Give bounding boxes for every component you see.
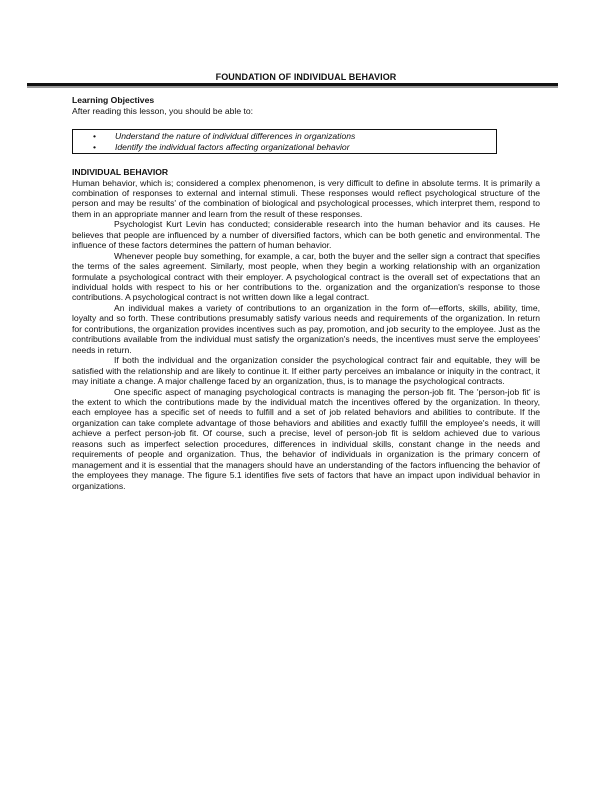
- bullet-icon: •: [93, 131, 97, 141]
- paragraph: An individual makes a variety of contributions to an organization in the form of—efforts, skills, ability, time, loyalty and so forth. These contributions presumably satisfy various needs and requirements of the organization. In return for contributions, the organization provides incentives such as pay, promotion, and job security to the employee. Just as the contributions available from the individual must satisfy the organization's needs, the incentives must serve the employees' needs in return.: [72, 302, 540, 355]
- section-body: [72, 178, 540, 492]
- objectives-list: [73, 130, 496, 152]
- paragraph: Psychologist Kurt Levin has conducted; considerable research into the human behavior and its causes. He believes that people are influenced by a number of diversified factors, which can be both genetic and environmental. The influence of these factors determines the pattern of human behavior.: [72, 219, 540, 251]
- objective-text: Understand the nature of individual differences in organizations: [115, 131, 356, 141]
- bullet-icon: •: [93, 141, 97, 152]
- title-divider-shadow: [27, 86, 558, 88]
- paragraph: One specific aspect of managing psychological contracts is managing the person-job fit. The 'person-job fit' is the extent to which the contributions made by the individual match the incentives offered by the organization. In theory, each employee has a specific set of needs to fulfill and a set of job related behaviors and abilities to contribute. If the organization can take complete advantage of those behaviors and abilities and exactly fulfill the employee's needs, it will achieve a perfect person-job fit. Of course, such a precise, level of person-job fit is seldom achieved due to various reasons such as imperfect selection procedures, differences in individual skills, constant change in the needs and requirements of people and organization. Thus, the behavior of individuals in organization is the primary concern of management and it is essential that the managers should have an understanding of the factors influencing the behavior of the employees they manage. The figure 5.1 identifies five sets of factors that have an impact upon individual behavior in organizations.: [72, 386, 540, 491]
- learning-objectives-intro: After reading this lesson, you should be able to:: [72, 106, 254, 116]
- learning-objectives-heading: Learning Objectives: [72, 95, 155, 105]
- objective-item: [73, 142, 496, 153]
- objective-item: [73, 131, 496, 142]
- paragraph: If both the individual and the organization consider the psychological contract fair and equitable, they will be satisfied with the relationship and are likely to continue it. If either party perceives an imbalance or iniquity in the contract, it may initiate a change. A major challenge faced by an organization, thus, is to manage the psychological contracts.: [72, 355, 540, 387]
- paragraph: Human behavior, which is; considered a complex phenomenon, is very difficult to define in absolute terms. It is primarily a combination of responses to external and internal stimuli. These responses would reflect psychological structure of the person and may be results' of the combination of biological and psychological processes, which interpret them, respond to them in an appropriate manner and learn from the result of these responses.: [72, 177, 540, 219]
- paragraph: Whenever people buy something, for example, a car, both the buyer and the seller sign a contract that specifies the terms of the sales agreement. Similarly, most people, when they begin a working relationship with an organization formulate a psychological contract with their employer. A psychological contract is the overall set of expectations that an individual holds with respect to his or her contributions to the. organization and the organization's response to those contributions. A psychological contract is not written down like a legal contract.: [72, 250, 540, 303]
- objectives-box: [72, 129, 497, 154]
- page-title: FOUNDATION OF INDIVIDUAL BEHAVIOR: [215, 72, 397, 82]
- objective-text: Identify the individual factors affecting organizational behavior: [115, 141, 350, 152]
- section-heading: INDIVIDUAL BEHAVIOR: [72, 167, 169, 177]
